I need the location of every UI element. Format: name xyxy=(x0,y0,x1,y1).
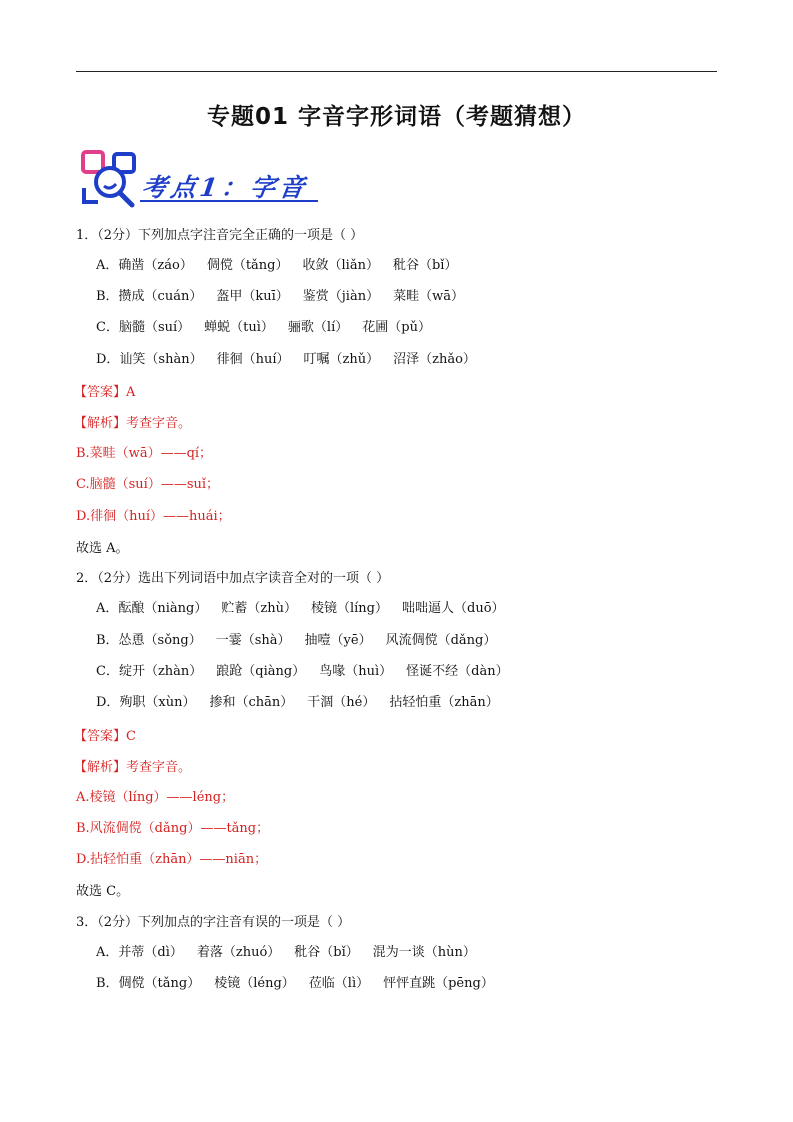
question-2-option-a: A．酝酿（niàng） 贮蓄（zhù） 棱镜（líng） 咄咄逼人（duō） xyxy=(96,601,505,616)
question-1-answer: 【答案】A xyxy=(74,385,136,400)
question-1-option-b: B．攒成（cuán） 盔甲（kuī） 鉴赏（jiàn） 菜畦（wā） xyxy=(96,289,464,304)
question-3-option-b: B．倜傥（tǎng） 棱镜（léng） 莅临（lì） 怦怦直跳（pēng） xyxy=(96,976,494,991)
question-1-conclusion: 故选 A。 xyxy=(76,541,129,556)
question-1-correction-2: C.脑髓（suí）——suǐ； xyxy=(76,477,220,492)
question-1-analysis: 【解析】考查字音。 xyxy=(74,416,192,431)
question-2-answer: 【答案】C xyxy=(74,729,136,744)
question-1-option-d: D．讪笑（shàn） 徘徊（huí） 叮嘱（zhǔ） 沼泽（zhǎo） xyxy=(96,352,476,367)
question-2-conclusion: 故选 C。 xyxy=(76,884,130,899)
section-title: 考点1：字音 xyxy=(139,173,311,202)
question-2-option-c: C．绽开（zhàn） 踉跄（qiàng） 鸟喙（huì） 怪诞不经（dàn） xyxy=(96,664,509,679)
header-rule xyxy=(76,71,717,72)
section-underline xyxy=(140,200,318,202)
magnifier-icon xyxy=(80,150,140,210)
question-2-correction-1: A.棱镜（líng）——léng； xyxy=(76,790,235,805)
question-2-option-d: D．殉职（xùn） 掺和（chān） 干涸（hé） 拈轻怕重（zhān） xyxy=(96,695,499,710)
question-2-option-b: B．怂恿（sǒng） 一霎（shà） 抽噎（yē） 风流倜傥（dǎng） xyxy=(96,633,497,648)
question-1-correction-1: B.菜畦（wā）——qí； xyxy=(76,446,213,461)
question-2-correction-3: D.拈轻怕重（zhān）——niān； xyxy=(76,852,268,867)
question-3-stem: 3．（2分）下列加点的字注音有误的一项是（ ） xyxy=(76,915,351,930)
question-2-analysis: 【解析】考查字音。 xyxy=(74,760,192,775)
question-1-stem: 1．（2分）下列加点字注音完全正确的一项是（ ） xyxy=(76,228,364,243)
question-3-option-a: A．并蒂（dì） 着落（zhuó） 秕谷（bǐ） 混为一谈（hùn） xyxy=(96,945,476,960)
question-2-stem: 2．（2分）选出下列词语中加点字读音全对的一项（ ） xyxy=(76,571,390,586)
question-1-option-c: C．脑髓（suí） 蝉蜕（tuì） 骊歌（lí） 花圃（pǔ） xyxy=(96,320,431,335)
question-1-option-a: A．确凿（záo） 倜傥（tǎng） 收敛（liǎn） 秕谷（bǐ） xyxy=(96,258,458,273)
page-title: 专题01 字音字形词语（考题猜想） xyxy=(206,104,586,130)
question-1-correction-3: D.徘徊（huí）——huái； xyxy=(76,509,231,524)
question-2-correction-2: B.风流倜傥（dǎng）——tǎng； xyxy=(76,821,270,836)
section-header xyxy=(80,150,340,210)
